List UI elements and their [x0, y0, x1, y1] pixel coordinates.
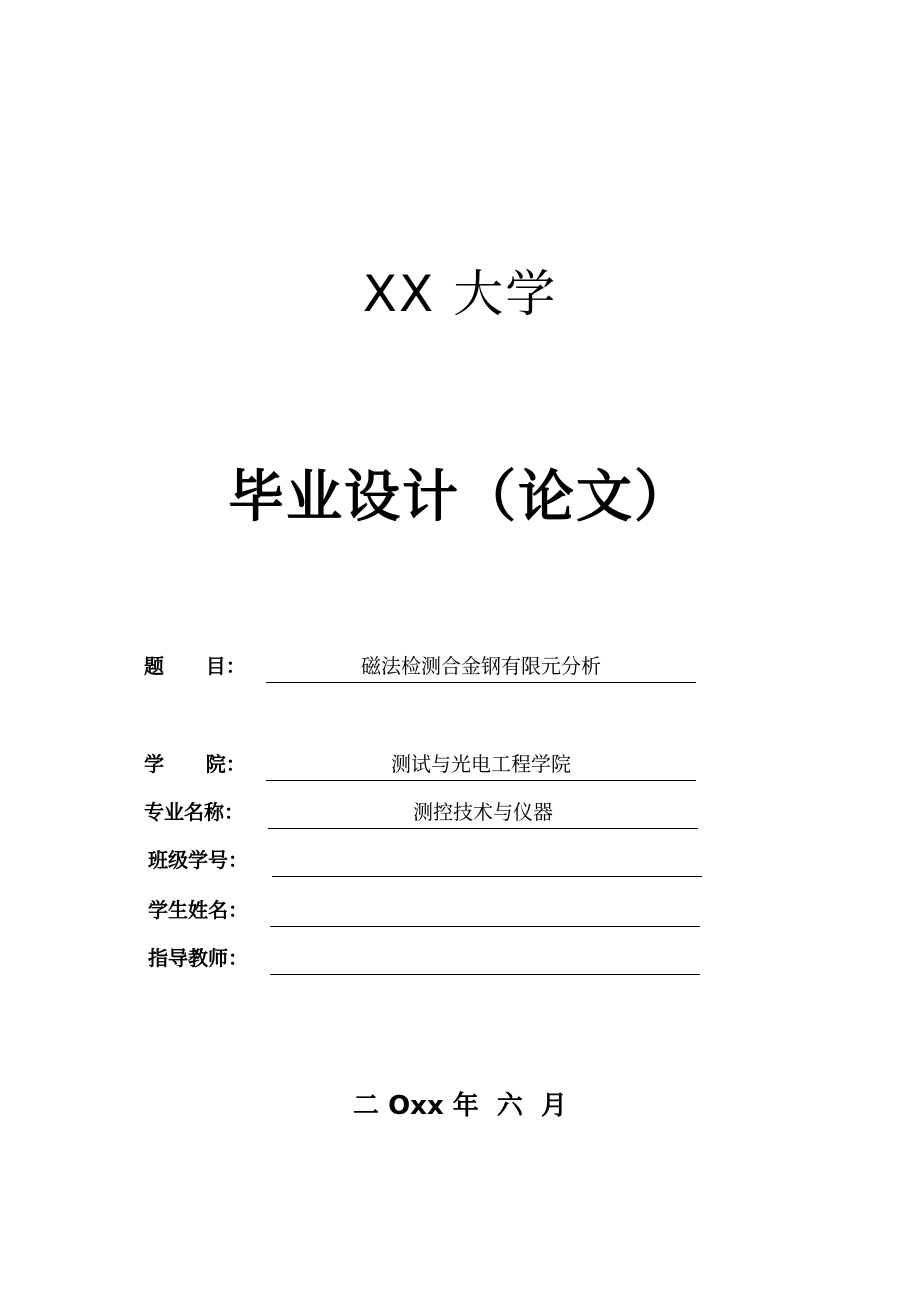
field-college: [144, 750, 700, 780]
field-line-student-name: [270, 896, 700, 927]
field-class-id: [148, 846, 704, 876]
submission-date: 二 Oxx 年 六 月: [353, 1091, 567, 1121]
thesis-title: 毕业设计（论文）: [228, 465, 692, 530]
field-label-major: 专业名称：: [144, 800, 244, 824]
field-major: [144, 798, 700, 828]
field-line-topic: [266, 652, 696, 683]
field-value-major: 测控技术与仪器: [413, 800, 553, 824]
university-name: XX 大学: [362, 265, 558, 323]
field-advisor: [148, 944, 704, 974]
field-line-class-id: [272, 846, 702, 877]
field-label-college: 学 院：: [144, 752, 246, 776]
field-value-topic: 磁法检测合金钢有限元分析: [361, 654, 601, 678]
field-topic: [144, 652, 700, 682]
field-value-college: 测试与光电工程学院: [391, 752, 571, 776]
field-label-student-name: 学生姓名：: [148, 898, 248, 922]
field-line-college: [266, 750, 696, 781]
field-line-advisor: [270, 944, 700, 975]
field-label-topic: 题 目：: [144, 654, 246, 678]
field-label-class-id: 班级学号：: [148, 848, 248, 872]
field-student-name: [148, 896, 704, 926]
field-label-advisor: 指导教师：: [148, 946, 248, 970]
field-line-major: [268, 798, 698, 829]
